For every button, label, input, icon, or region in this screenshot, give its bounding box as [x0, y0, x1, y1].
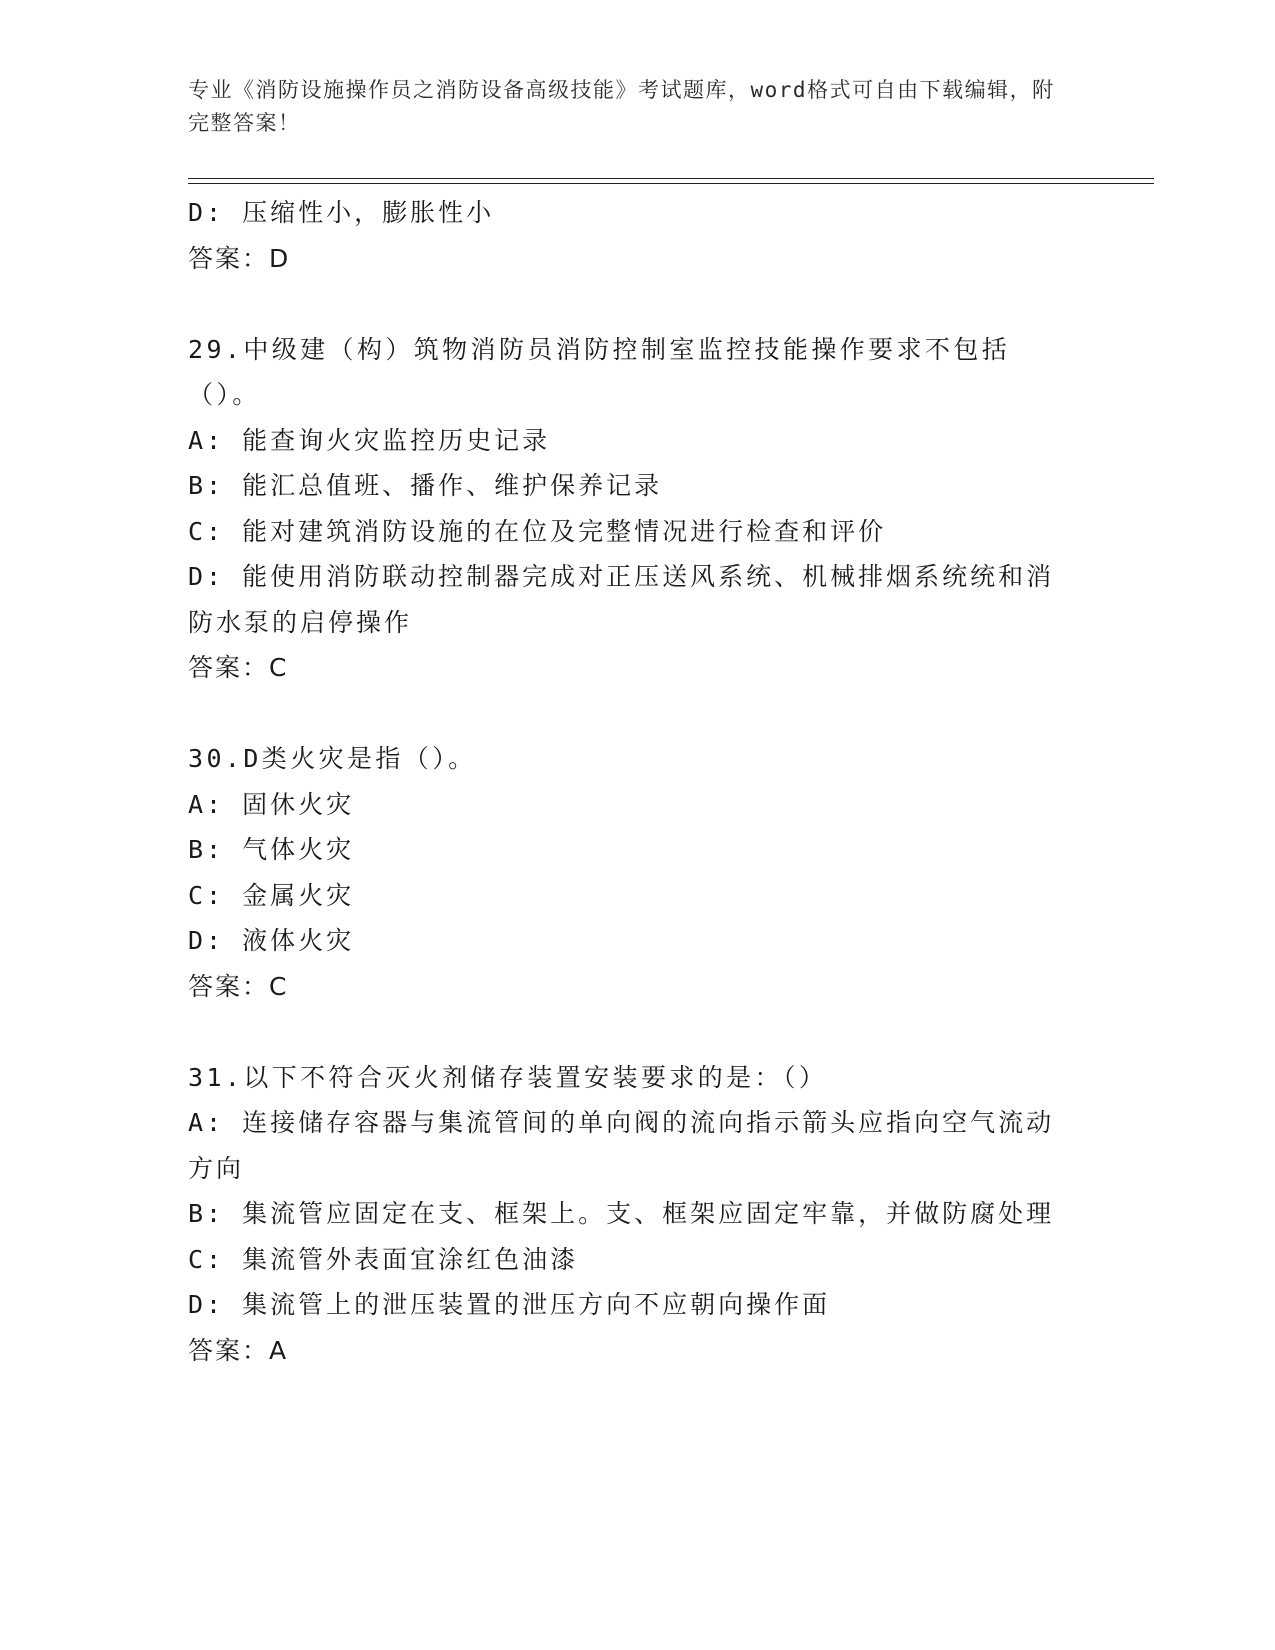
document-header: 专业《消防设施操作员之消防设备高级技能》考试题库，word格式可自由下载编辑，附完整答案！: [188, 78, 1055, 135]
option-d: D: 液体火灾: [188, 926, 355, 955]
option-d: D: 能使用消防联动控制器完成对正压送风系统、机械排烟系统统和消防水泵的启停操作: [188, 562, 1055, 637]
spacer: [188, 281, 1078, 327]
spacer: [188, 1009, 1078, 1055]
option-a: A: 能查询火灾监控历史记录: [188, 425, 551, 455]
header-divider-bottom: [188, 183, 1154, 184]
option-d: D: 压缩性小，膨胀性小: [188, 198, 495, 227]
question-stem: 29.中级建（构）筑物消防员消防控制室监控技能操作要求不包括（）。: [188, 334, 1011, 409]
option-c: C: 能对建筑消防设施的在位及完整情况进行检查和评价: [188, 516, 887, 546]
option-b: B: 气体火灾: [188, 835, 355, 864]
question-31: [188, 1055, 1078, 1374]
option-a: A: 连接储存容器与集流管间的单向阀的流向指示箭头应指向空气流动方向: [188, 1108, 1055, 1183]
question-30: [188, 736, 1078, 1009]
option-a: A: 固休火灾: [188, 789, 355, 819]
question-content: [188, 190, 1078, 1373]
header-divider-top: [188, 178, 1154, 179]
question-stem: 30.D类火灾是指（）。: [188, 744, 477, 773]
option-c: C: 集流管外表面宜涂红色油漆: [188, 1244, 579, 1274]
option-c: C: 金属火灾: [188, 880, 355, 910]
answer: 答案：A: [188, 1335, 289, 1365]
question-stem: 31.以下不符合灭火剂储存装置安装要求的是：（）: [188, 1062, 828, 1092]
question-29: [188, 327, 1078, 691]
answer: 答案：C: [188, 971, 289, 1001]
option-b: B: 能汇总值班、播作、维护保养记录: [188, 471, 663, 500]
option-b: B: 集流管应固定在支、框架上。支、框架应固定牢靠，并做防腐处理: [188, 1199, 1055, 1228]
answer: 答案：D: [188, 243, 291, 273]
option-d: D: 集流管上的泄压装置的泄压方向不应朝向操作面: [188, 1290, 831, 1319]
answer: 答案：C: [188, 653, 289, 682]
spacer: [188, 691, 1078, 737]
